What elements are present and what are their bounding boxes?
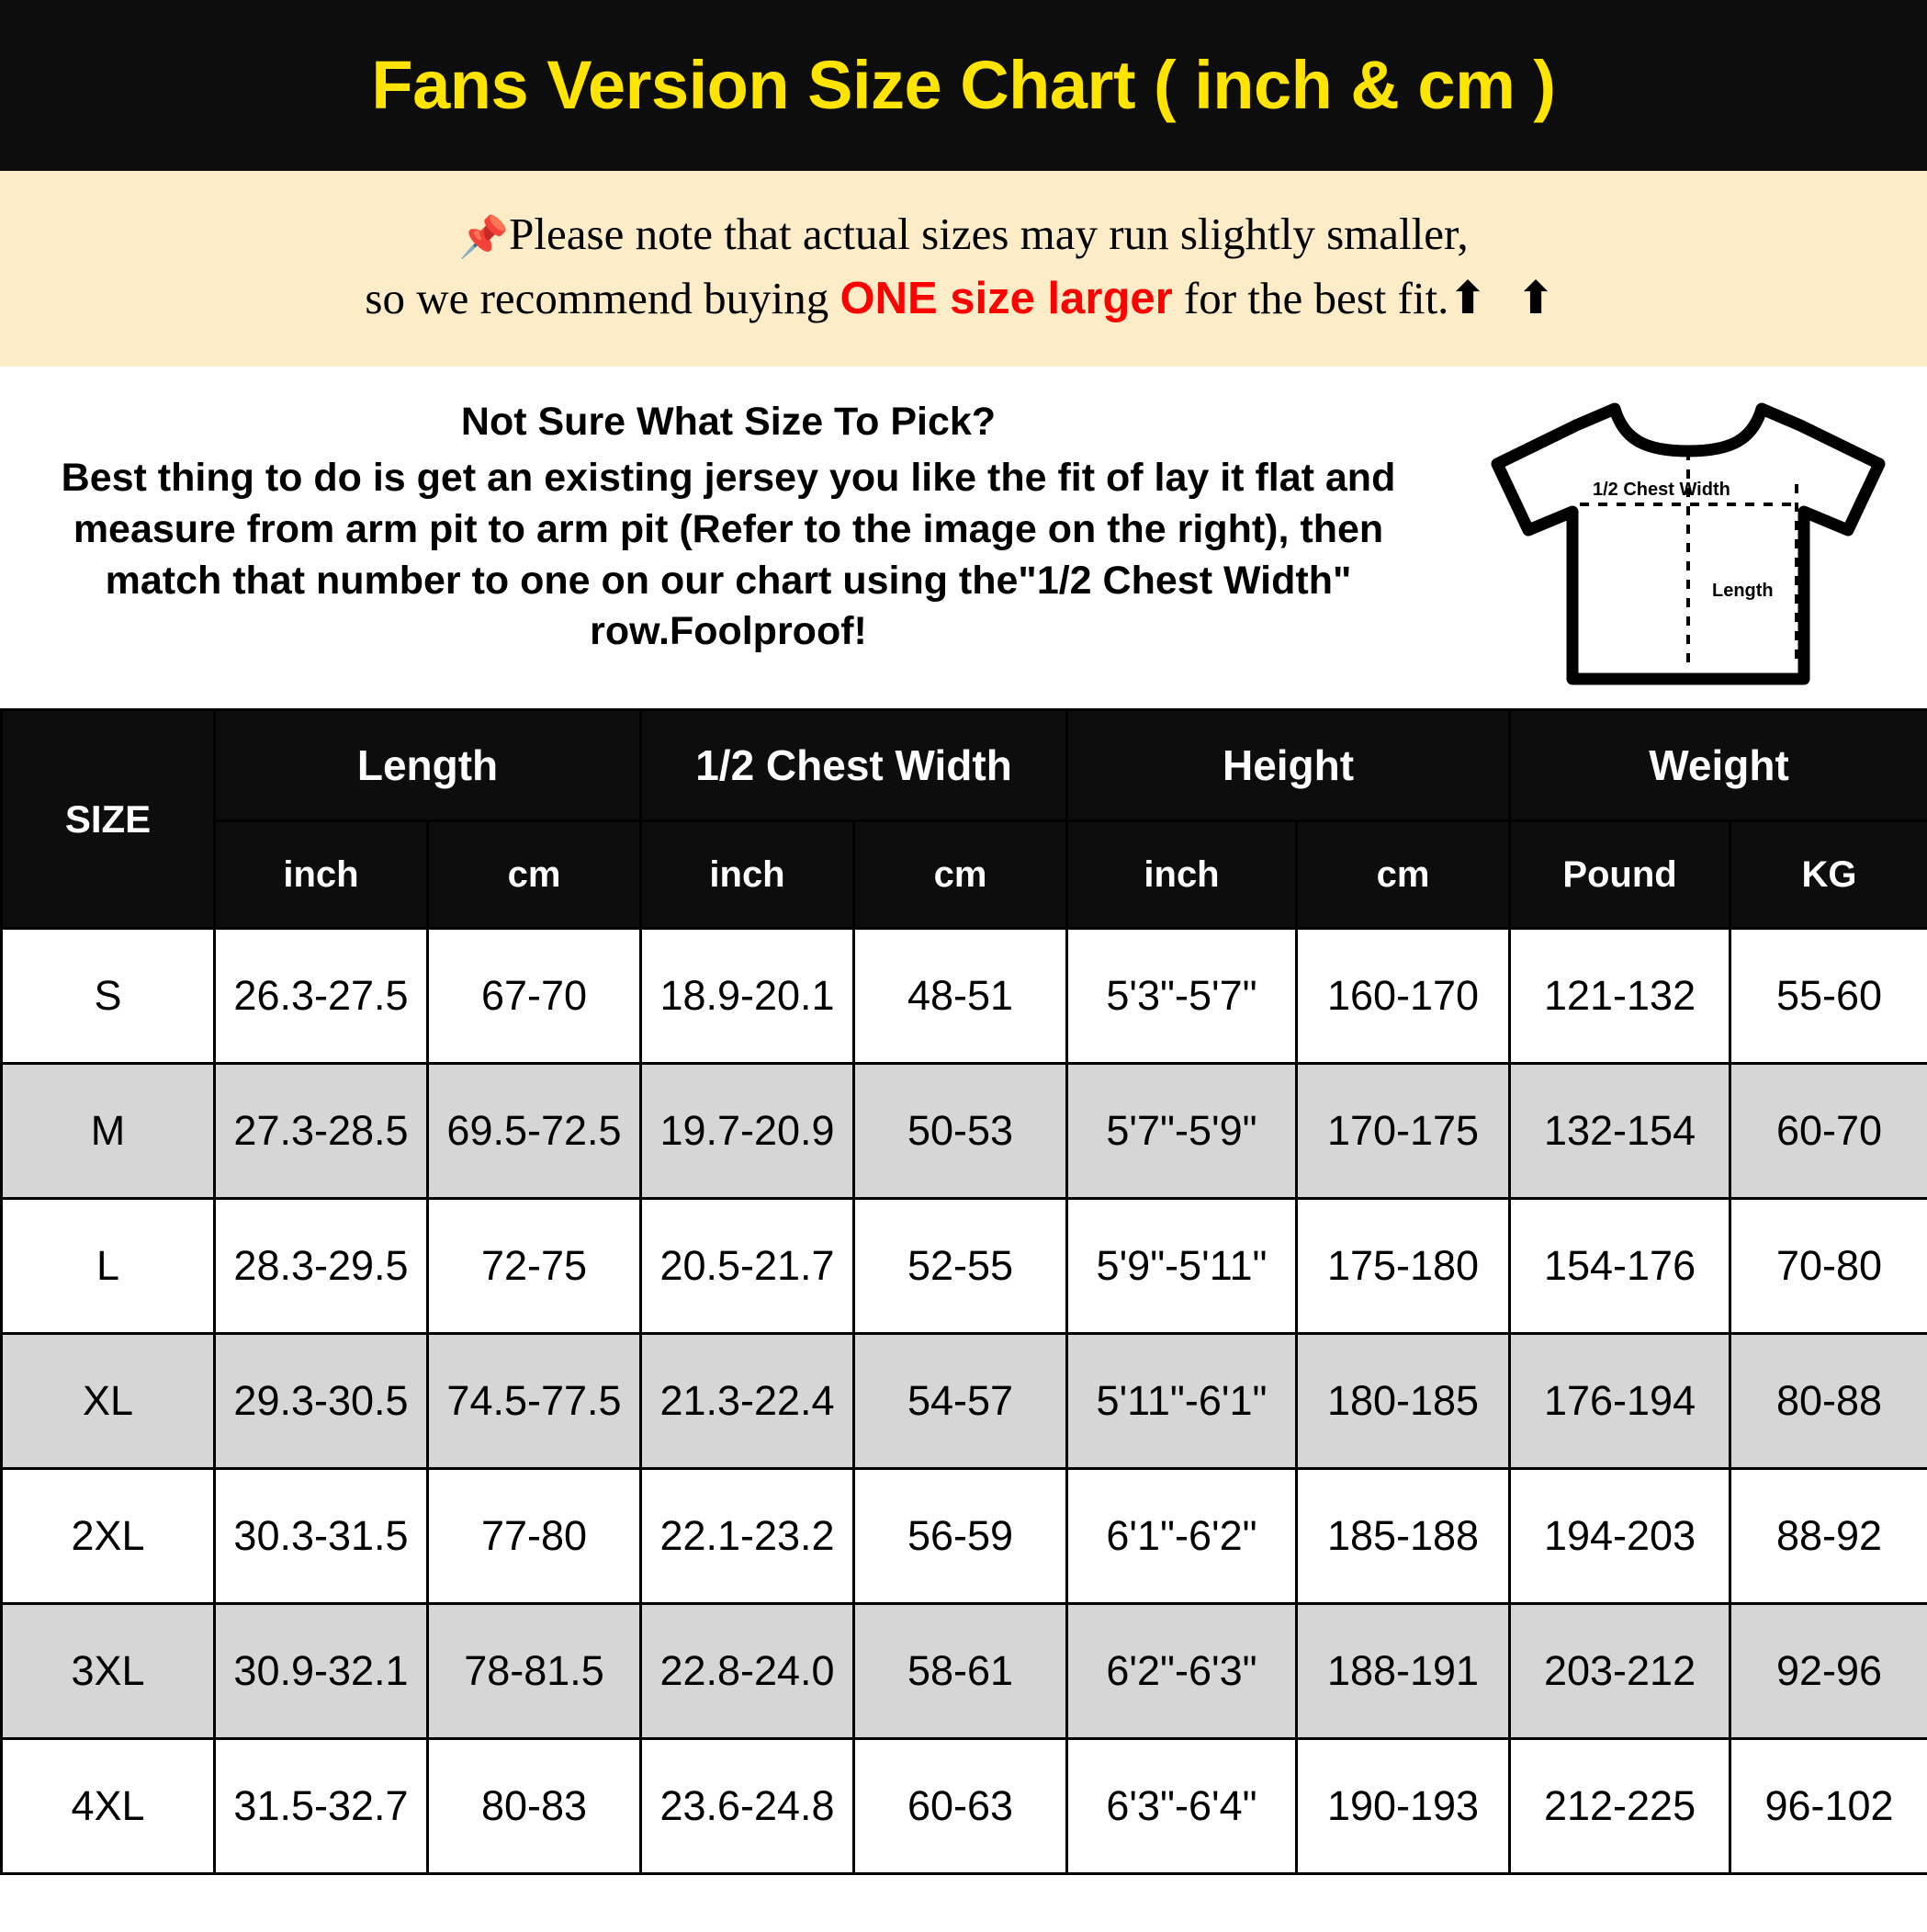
note-line-2 (18, 266, 1909, 332)
header-chest-cm: cm (854, 821, 1067, 929)
advice-heading: Not Sure What Size To Pick? (460, 400, 997, 445)
cell-size: M (2, 1064, 215, 1199)
cell-weight-pound: 132-154 (1510, 1064, 1730, 1199)
cell-length-cm: 72-75 (428, 1199, 641, 1334)
title-bar (0, 0, 1927, 171)
cell-height-inch: 5'7"-5'9" (1067, 1064, 1297, 1199)
cell-height-cm: 188-191 (1297, 1604, 1510, 1739)
cell-weight-pound: 212-225 (1510, 1739, 1730, 1874)
cell-chest-inch: 23.6-24.8 (641, 1739, 854, 1874)
cell-size: S (2, 929, 215, 1064)
cell-weight-kg: 60-70 (1730, 1064, 1927, 1199)
header-length-inch: inch (215, 821, 428, 929)
up-arrows-icon: ⬆ ⬆ (1448, 272, 1562, 325)
table-row (2, 1064, 1927, 1199)
cell-length-inch: 29.3-30.5 (215, 1334, 428, 1469)
table-row (2, 929, 1927, 1064)
header-group-chest: 1/2 Chest Width (641, 710, 1067, 821)
cell-height-inch: 5'9"-5'11" (1067, 1199, 1297, 1334)
header-weight-kg: KG (1730, 821, 1927, 929)
header-size: SIZE (2, 710, 215, 929)
cell-length-inch: 31.5-32.7 (215, 1739, 428, 1874)
cell-size: 3XL (2, 1604, 215, 1739)
cell-height-inch: 5'11"-6'1" (1067, 1334, 1297, 1469)
cell-weight-pound: 154-176 (1510, 1199, 1730, 1334)
table-row (2, 1469, 1927, 1604)
cell-weight-pound: 121-132 (1510, 929, 1730, 1064)
cell-chest-cm: 58-61 (854, 1604, 1067, 1739)
cell-chest-cm: 48-51 (854, 929, 1067, 1064)
cell-chest-inch: 22.8-24.0 (641, 1604, 854, 1739)
cell-chest-cm: 50-53 (854, 1064, 1067, 1199)
page-title: Fans Version Size Chart ( inch & cm ) (371, 47, 1556, 124)
cell-weight-pound: 203-212 (1510, 1604, 1730, 1739)
tshirt-icon (1477, 392, 1899, 695)
cell-chest-cm: 52-55 (854, 1199, 1067, 1334)
header-chest-inch: inch (641, 821, 854, 929)
cell-chest-inch: 21.3-22.4 (641, 1334, 854, 1469)
cell-weight-pound: 176-194 (1510, 1334, 1730, 1469)
cell-length-cm: 74.5-77.5 (428, 1334, 641, 1469)
header-group-height: Height (1067, 710, 1510, 821)
cell-chest-cm: 54-57 (854, 1334, 1067, 1469)
header-weight-pound: Pound (1510, 821, 1730, 929)
table-unit-header-row (2, 821, 1927, 929)
note-text-1: Please note that actual sizes may run slightly smaller, (509, 209, 1469, 259)
cell-chest-inch: 19.7-20.9 (641, 1064, 854, 1199)
header-group-weight: Weight (1510, 710, 1927, 821)
note-text-2-after: for the best fit. (1172, 273, 1449, 324)
cell-weight-kg: 70-80 (1730, 1199, 1927, 1334)
table-row (2, 1334, 1927, 1469)
table-row (2, 1199, 1927, 1334)
note-highlight: ONE size larger (840, 274, 1173, 324)
cell-height-cm: 180-185 (1297, 1334, 1510, 1469)
cell-height-cm: 190-193 (1297, 1739, 1510, 1874)
cell-height-cm: 175-180 (1297, 1199, 1510, 1334)
length-label: Length (1712, 581, 1774, 602)
pushpin-icon: 📌 (458, 214, 510, 261)
cell-length-cm: 78-81.5 (428, 1604, 641, 1739)
cell-size: XL (2, 1334, 215, 1469)
chest-width-label: 1/2 Chest Width (1593, 480, 1730, 501)
table-group-header-row (2, 710, 1927, 821)
header-height-inch: inch (1067, 821, 1297, 929)
cell-length-inch: 28.3-29.5 (215, 1199, 428, 1334)
cell-length-inch: 30.9-32.1 (215, 1604, 428, 1739)
note-line-1 (18, 202, 1909, 266)
note-text-2-before: so we recommend buying (365, 273, 840, 324)
cell-size: 4XL (2, 1739, 215, 1874)
cell-weight-kg: 88-92 (1730, 1469, 1927, 1604)
cell-length-cm: 69.5-72.5 (428, 1064, 641, 1199)
cell-height-cm: 160-170 (1297, 929, 1510, 1064)
cell-length-cm: 67-70 (428, 929, 641, 1064)
cell-height-cm: 170-175 (1297, 1064, 1510, 1199)
header-height-cm: cm (1297, 821, 1510, 929)
cell-chest-inch: 22.1-23.2 (641, 1469, 854, 1604)
advice-text-block (0, 387, 1449, 658)
table-row (2, 1604, 1927, 1739)
cell-height-inch: 6'2"-6'3" (1067, 1604, 1297, 1739)
header-length-cm: cm (428, 821, 641, 929)
cell-length-cm: 80-83 (428, 1739, 641, 1874)
table-row (2, 1739, 1927, 1874)
cell-chest-inch: 20.5-21.7 (641, 1199, 854, 1334)
advice-section (0, 367, 1927, 708)
cell-chest-cm: 56-59 (854, 1469, 1067, 1604)
cell-length-cm: 77-80 (428, 1469, 641, 1604)
advice-body: Best thing to do is get an existing jersey you like the fit of lay it flat and measure from arm pit to arm pit (Refer to the image on the right), then match that number to one on our chart using the"1/2 Chest Width" row.Foolproof! (61, 455, 1396, 654)
cell-weight-kg: 96-102 (1730, 1739, 1927, 1874)
cell-height-inch: 5'3"-5'7" (1067, 929, 1297, 1064)
cell-size: 2XL (2, 1469, 215, 1604)
header-group-length: Length (215, 710, 641, 821)
cell-chest-inch: 18.9-20.1 (641, 929, 854, 1064)
cell-height-inch: 6'3"-6'4" (1067, 1739, 1297, 1874)
cell-weight-kg: 92-96 (1730, 1604, 1927, 1739)
cell-weight-kg: 55-60 (1730, 929, 1927, 1064)
cell-weight-pound: 194-203 (1510, 1469, 1730, 1604)
cell-length-inch: 26.3-27.5 (215, 929, 428, 1064)
cell-height-cm: 185-188 (1297, 1469, 1510, 1604)
note-band (0, 171, 1927, 367)
cell-length-inch: 27.3-28.5 (215, 1064, 428, 1199)
cell-length-inch: 30.3-31.5 (215, 1469, 428, 1604)
cell-chest-cm: 60-63 (854, 1739, 1067, 1874)
cell-weight-kg: 80-88 (1730, 1334, 1927, 1469)
cell-size: L (2, 1199, 215, 1334)
cell-height-inch: 6'1"-6'2" (1067, 1469, 1297, 1604)
size-table (0, 708, 1927, 1875)
tshirt-diagram (1449, 387, 1927, 695)
